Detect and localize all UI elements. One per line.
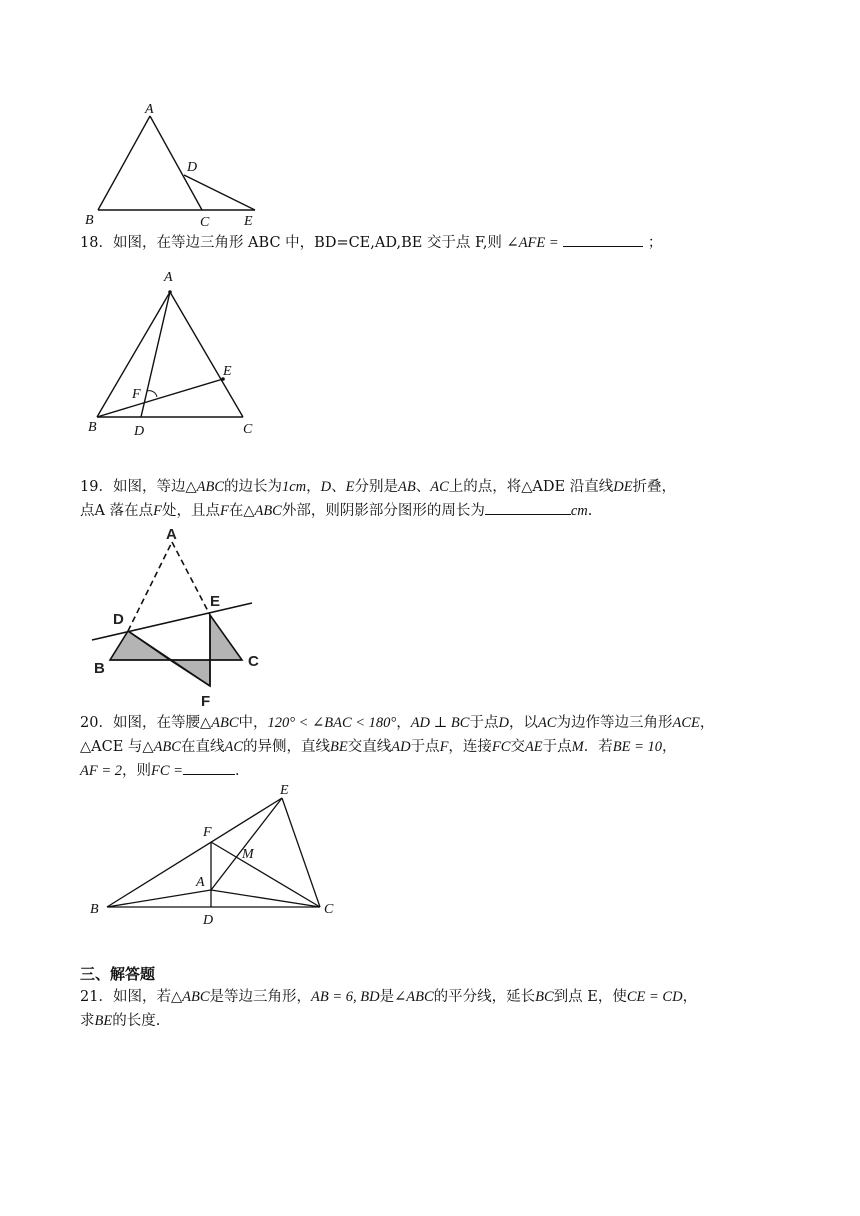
figure-q18 [80,265,270,440]
label-A: A [166,526,177,543]
label-F: F [132,387,141,402]
q19-answer-blank[interactable] [485,499,571,515]
question-20 [80,711,714,783]
figure-q19 [80,520,270,715]
figure-q20 [80,780,350,930]
figure-q17 [80,100,270,230]
q18-text: 18．如图，在等边三角形 ABC 中，BD=CE,AD,BE 交于点 F,则 [80,235,502,251]
q21-line-1: 21．如图，若△ABC是等边三角形，AB = 6, BD是∠ABC的平分线，延长BC到点 E，使CE = CD， [80,989,698,1005]
label-A: A [164,270,173,285]
label-C: C [324,902,334,917]
label-B: B [85,213,94,228]
q20-line-1: 20．如图，在等腰△ABC中，120° < ∠BAC < 180°，AD ⊥ BC于点D，以AC为边作等边三角形ACE， [80,715,715,731]
label-E: E [210,593,221,610]
q21-line-2: 求BE的长度. [80,1013,161,1029]
question-19 [80,475,676,523]
label-B: B [88,420,97,435]
triangle-diagram-q18 [80,265,270,440]
label-C: C [248,653,259,670]
question-21 [80,985,697,1033]
label-A: A [196,875,205,890]
label-E: E [223,364,232,379]
label-A: A [145,102,154,117]
label-F: F [201,693,211,710]
section-title: 三、解答题 [80,965,156,983]
q20-answer-blank[interactable] [183,759,235,775]
label-E: E [280,783,289,798]
isosceles-equilateral-diagram-q20 [80,780,350,930]
label-C: C [243,422,253,437]
q18-tail: ； [647,235,663,251]
q19-line-1: 19．如图，等边△ABC的边长为1cm，D、E分别是AB、AC上的点，将△ADE 沿直线DE折叠， [80,479,677,495]
folded-triangle-diagram-q19 [80,520,270,715]
label-C: C [200,215,210,230]
label-D: D [203,913,214,928]
label-B: B [94,660,105,677]
question-18 [80,231,662,255]
q18-answer-blank[interactable] [563,231,643,247]
label-D: D [134,424,145,439]
label-M: M [242,847,254,862]
q20-line-2: △ACE 与△ABC在直线AC的异侧，直线BE交直线AD于点F，连接FC交AE于点M．若BE = 10， [80,739,677,755]
q18-expression: ∠AFE = [506,235,559,251]
label-B: B [90,902,99,917]
q20-line-3: AF = 2，则FC = ． [80,759,714,783]
label-D: D [113,611,124,628]
triangle-diagram-q17 [80,100,270,230]
label-E: E [244,214,253,229]
q19-line-2: 点A 落在点F处，且点F在△ABC外部，则阴影部分图形的周长为 cm. [80,499,676,523]
label-F: F [203,825,212,840]
label-D: D [187,160,198,175]
